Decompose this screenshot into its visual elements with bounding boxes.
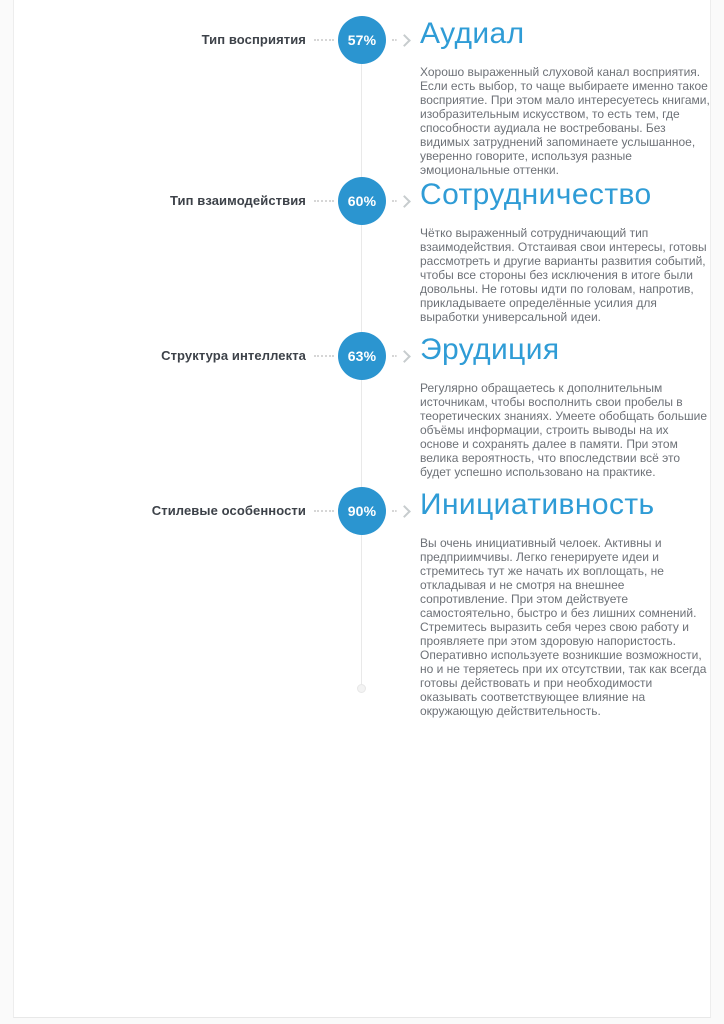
dotted-connector-small — [392, 355, 397, 357]
percent-badge: 60% — [338, 177, 386, 225]
dotted-connector-small — [392, 39, 397, 41]
category-label: Тип восприятия — [201, 32, 306, 47]
dotted-connector — [314, 39, 334, 41]
section-title: Аудиал — [420, 17, 525, 50]
section-title: Сотрудничество — [420, 178, 652, 211]
dotted-connector — [314, 510, 334, 512]
chevron-right-icon — [398, 195, 411, 208]
section-description: Хорошо выраженный слуховой канал восприятия. Если есть выбор, то чаще выбираете именно такое восприятие. При этом мало интересуетесь книгами, изобразительным искусством, то есть тем, где способности аудиала не востребованы. Без видимых затруднений запоминаете услышанное, уверенно говорите, используя разные эмоциональные оттенки. — [420, 65, 710, 177]
result-section-perception — [14, 16, 710, 177]
category-label: Структура интеллекта — [161, 348, 306, 363]
section-description: Чётко выраженный сотрудничающий тип взаимодействия. Отстаивая свои интересы, готовы рассмотреть и другие варианты развития событий, чтобы все стороны без исключения в итоге были довольны. Не готовы идти по головам, напротив, прикладываете определённые усилия для выработки универсальной идеи. — [420, 226, 707, 324]
section-content — [420, 16, 710, 177]
section-description: Вы очень инициативный челоек. Активны и предприимчивы. Легко генерируете идеи и стремитесь тут же начать их воплощать, не откладывая и не смотря на внешнее сопротивление. При этом действуете самостоятельно, быстро и без лишних сомнений. Стремитесь выразить себя через свою работу и проявляете при этом здоровую напористость. Оперативно используете возникшие возможности, но и не теряетесь при их отсутствии, так как всегда готовы действовать и при необходимости оказывать соответствующее влияние на окружающую действительность. — [420, 536, 707, 718]
result-section-style — [14, 487, 710, 718]
percent-badge: 57% — [338, 16, 386, 64]
dotted-connector-small — [392, 200, 397, 202]
section-title: Эрудиция — [420, 333, 560, 366]
dotted-connector — [314, 355, 334, 357]
chevron-right-icon — [398, 505, 411, 518]
chevron-right-icon — [398, 34, 411, 47]
results-page — [13, 0, 711, 1018]
section-title: Инициативность — [420, 488, 655, 521]
section-content — [420, 487, 710, 718]
result-section-intellect — [14, 332, 710, 487]
section-description: Регулярно обращаетесь к дополнительным источникам, чтобы восполнить свои пробелы в теоретических знаниях. Умеете обобщать большие объёмы информации, строить выводы на их основе и сохранять далее в памяти. При этом велика вероятность, что впоследствии всё это будет успешно использовано на практике. — [420, 381, 708, 479]
connector — [306, 177, 409, 225]
chevron-right-icon — [398, 350, 411, 363]
category-label: Стилевые особенности — [151, 503, 306, 518]
dotted-connector — [314, 200, 334, 202]
percent-badge: 90% — [338, 487, 386, 535]
category-label: Тип взаимодействия — [169, 193, 306, 208]
result-section-interaction — [14, 177, 710, 332]
section-content — [420, 332, 710, 479]
connector — [306, 487, 409, 535]
percent-badge: 63% — [338, 332, 386, 380]
connector — [306, 16, 409, 64]
dotted-connector-small — [392, 510, 397, 512]
section-content — [420, 177, 710, 324]
connector — [306, 332, 409, 380]
